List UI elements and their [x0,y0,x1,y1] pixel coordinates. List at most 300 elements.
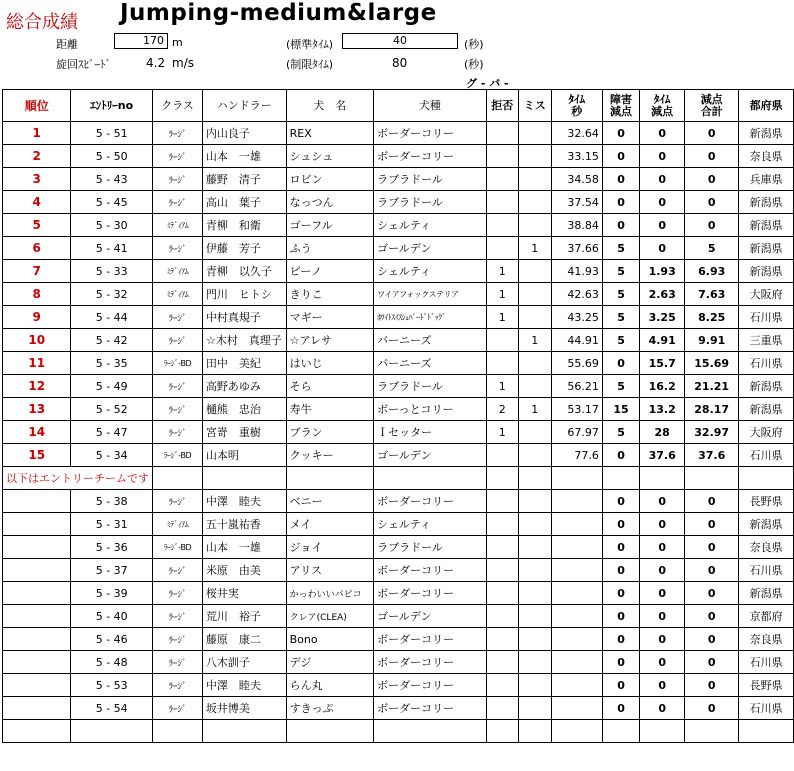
result-row [3,122,794,145]
prefecture-cell: 石川県 [739,352,794,375]
result-row [3,375,794,398]
class-cell: ﾗｰｼﾞ [153,398,203,421]
distance-unit: m [172,36,183,49]
obstacle-penalty-cell: 0 [602,122,639,145]
rank-cell: 14 [3,421,71,444]
time-penalty-cell: 3.25 [640,306,685,329]
time-penalty-cell: 4.91 [640,329,685,352]
time-cell: 38.84 [551,214,602,237]
handler-cell: 中村真規子 [202,306,286,329]
total-penalty-cell: 8.25 [685,306,739,329]
entry-cell: 5 - 48 [71,651,153,674]
dog-cell: REX [286,122,373,145]
empty-cell [71,720,153,743]
rank-cell: 12 [3,375,71,398]
time-cell: 43.25 [551,306,602,329]
entry-cell: 5 - 49 [71,375,153,398]
class-cell: ﾗｰｼﾞ [153,628,203,651]
miss-cell [518,306,551,329]
empty-cell [602,467,639,490]
dog-cell: はいじ [286,352,373,375]
dog-cell: すきっぷ [286,697,373,720]
prefecture-cell: 石川県 [739,559,794,582]
time-penalty-cell: 0 [640,191,685,214]
time-penalty-cell: 0 [640,536,685,559]
time-cell: 67.97 [551,421,602,444]
total-penalty-cell: 0 [685,191,739,214]
distance-label: 距離 [56,38,78,51]
dog-cell: らん丸 [286,674,373,697]
empty-cell [153,467,203,490]
obstacle-penalty-cell: 0 [602,513,639,536]
entry-cell: 5 - 37 [71,559,153,582]
rank-cell: 8 [3,283,71,306]
obstacle-penalty-cell: 0 [602,559,639,582]
empty-cell [518,536,551,559]
rank-cell: 10 [3,329,71,352]
col-obstacle: 障害 減点 [602,90,639,122]
handler-cell: 宮嵜 重樹 [202,421,286,444]
class-cell: ﾗｰｼﾞ [153,145,203,168]
miss-cell [518,375,551,398]
empty-cell [286,720,373,743]
time-penalty-cell: 0 [640,122,685,145]
entry-cell: 5 - 53 [71,674,153,697]
breed-cell: シェルティ [374,214,487,237]
time-penalty-cell: 28 [640,421,685,444]
class-cell: ﾗｰｼﾞ [153,605,203,628]
breed-cell: ボーっとコリー [374,398,487,421]
rank-cell: 11 [3,352,71,375]
event-title: Jumping-medium&large [120,0,437,26]
breed-cell: ﾎﾜｲﾄｽｲｽｼｪﾊﾟｰﾄﾞﾄﾞｯｸﾞ [374,306,487,329]
time-penalty-cell: 13.2 [640,398,685,421]
handler-cell: 坂井博美 [202,697,286,720]
empty-cell [551,513,602,536]
group-label: グ - バ - [466,77,509,90]
time-penalty-cell: 0 [640,490,685,513]
section-title: 総合成績 [6,12,78,33]
prefecture-cell: 石川県 [739,306,794,329]
miss-cell: 1 [518,398,551,421]
obstacle-penalty-cell: 0 [602,444,639,467]
miss-cell [518,145,551,168]
breed-cell: ボーダーコリー [374,628,487,651]
total-penalty-cell: 28.17 [685,398,739,421]
empty-cell [551,536,602,559]
empty-cell [486,720,518,743]
empty-cell [3,697,71,720]
col-time-penalty: ﾀｲﾑ 減点 [640,90,685,122]
total-penalty-cell: 32.97 [685,421,739,444]
breed-cell: シェルティ [374,260,487,283]
refusal-cell [486,191,518,214]
empty-cell [518,513,551,536]
time-penalty-cell: 1.93 [640,260,685,283]
obstacle-penalty-cell: 0 [602,191,639,214]
time-penalty-cell: 37.6 [640,444,685,467]
empty-cell [486,559,518,582]
miss-cell [518,421,551,444]
handler-cell: 門川 ヒトシ [202,283,286,306]
prefecture-cell: 新潟県 [739,260,794,283]
total-penalty-cell: 0 [685,697,739,720]
empty-cell [3,582,71,605]
refusal-cell: 2 [486,398,518,421]
entry-cell: 5 - 42 [71,329,153,352]
time-cell: 53.17 [551,398,602,421]
blank-row [3,720,794,743]
header-row [3,90,794,122]
rank-cell: 3 [3,168,71,191]
result-row [3,352,794,375]
result-row [3,398,794,421]
entry-cell: 5 - 41 [71,237,153,260]
entry-cell: 5 - 39 [71,582,153,605]
empty-cell [486,628,518,651]
miss-cell [518,260,551,283]
empty-cell [486,605,518,628]
time-penalty-cell: 0 [640,214,685,237]
prefecture-cell: 長野県 [739,674,794,697]
obstacle-penalty-cell: 0 [602,214,639,237]
dog-cell: クッキー [286,444,373,467]
class-cell: ﾗｰｼﾞ-BD [153,352,203,375]
col-total: 減点 合計 [685,90,739,122]
refusal-cell: 1 [486,306,518,329]
dog-cell: 寿牛 [286,398,373,421]
refusal-cell [486,122,518,145]
empty-cell [3,513,71,536]
obstacle-penalty-cell: 5 [602,283,639,306]
time-penalty-cell: 0 [640,605,685,628]
empty-cell [3,536,71,559]
dog-cell: そら [286,375,373,398]
handler-cell: 高野あゆみ [202,375,286,398]
prefecture-cell: 奈良県 [739,536,794,559]
total-penalty-cell: 0 [685,559,739,582]
handler-cell: 中澤 睦夫 [202,674,286,697]
miss-cell [518,122,551,145]
empty-cell [518,490,551,513]
entry-row [3,697,794,720]
total-penalty-cell: 21.21 [685,375,739,398]
entry-cell: 5 - 40 [71,605,153,628]
class-cell: ﾐﾃﾞｨｱﾑ [153,214,203,237]
empty-cell [518,697,551,720]
breed-cell: ラブラドール [374,375,487,398]
class-cell: ﾗｰｼﾞ-BD [153,444,203,467]
class-cell: ﾗｰｼﾞ [153,168,203,191]
empty-cell [551,697,602,720]
time-cell: 44.91 [551,329,602,352]
entry-row [3,628,794,651]
breed-cell: ボーダーコリー [374,674,487,697]
miss-cell [518,352,551,375]
breed-cell: ボーダーコリー [374,559,487,582]
miss-cell [518,191,551,214]
entry-row [3,513,794,536]
empty-cell [739,720,794,743]
empty-cell [602,720,639,743]
empty-cell [374,467,487,490]
standard-time-value: 40 [342,33,458,49]
result-row [3,329,794,352]
obstacle-penalty-cell: 5 [602,375,639,398]
empty-cell [551,582,602,605]
entry-row [3,605,794,628]
empty-cell [486,697,518,720]
rank-cell: 5 [3,214,71,237]
col-handler: ハンドラー [202,90,286,122]
standard-time-label: (標準ﾀｲﾑ) [286,38,334,51]
entry-row [3,490,794,513]
result-row [3,214,794,237]
total-penalty-cell: 5 [685,237,739,260]
time-penalty-cell: 0 [640,674,685,697]
breed-cell: Ｉセッター [374,421,487,444]
entry-cell: 5 - 44 [71,306,153,329]
col-class: クラス [153,90,203,122]
prefecture-cell: 石川県 [739,444,794,467]
obstacle-penalty-cell: 0 [602,674,639,697]
result-row [3,237,794,260]
obstacle-penalty-cell: 15 [602,398,639,421]
obstacle-penalty-cell: 0 [602,582,639,605]
breed-cell: ゴールデン [374,237,487,260]
obstacle-penalty-cell: 5 [602,237,639,260]
time-penalty-cell: 16.2 [640,375,685,398]
miss-cell [518,283,551,306]
time-penalty-cell: 0 [640,697,685,720]
obstacle-penalty-cell: 0 [602,628,639,651]
results-table [2,89,794,743]
handler-cell: 山本明 [202,444,286,467]
total-penalty-cell: 0 [685,651,739,674]
handler-cell: 青柳 以久子 [202,260,286,283]
prefecture-cell: 新潟県 [739,375,794,398]
empty-cell [640,720,685,743]
time-cell: 37.66 [551,237,602,260]
entry-cell: 5 - 38 [71,490,153,513]
dog-cell: クレア(CLEA) [286,605,373,628]
rank-cell: 15 [3,444,71,467]
empty-cell [551,605,602,628]
empty-cell [486,582,518,605]
refusal-cell [486,214,518,237]
class-cell: ﾗｰｼﾞ [153,582,203,605]
miss-cell [518,168,551,191]
empty-cell [739,467,794,490]
empty-cell [518,720,551,743]
entry-cell: 5 - 45 [71,191,153,214]
handler-cell: ☆木村 真理子 [202,329,286,352]
time-penalty-cell: 15.7 [640,352,685,375]
entry-cell: 5 - 54 [71,697,153,720]
time-cell: 32.64 [551,122,602,145]
breed-cell: ボーダーコリー [374,122,487,145]
prefecture-cell: 新潟県 [739,513,794,536]
result-row [3,283,794,306]
refusal-cell: 1 [486,260,518,283]
handler-cell: 内山良子 [202,122,286,145]
handler-cell: 藤野 清子 [202,168,286,191]
dog-cell: ゴーフル [286,214,373,237]
speed-value: 4.2 [146,56,166,70]
empty-cell [486,513,518,536]
col-miss: ミス [518,90,551,122]
obstacle-penalty-cell: 5 [602,421,639,444]
total-penalty-cell: 7.63 [685,283,739,306]
entry-cell: 5 - 52 [71,398,153,421]
empty-cell [153,720,203,743]
empty-cell [551,467,602,490]
breed-cell: ボーダーコリー [374,651,487,674]
entry-cell: 5 - 34 [71,444,153,467]
time-cell: 77.6 [551,444,602,467]
dog-cell: デジ [286,651,373,674]
handler-cell: 樋熊 忠治 [202,398,286,421]
refusal-cell [486,329,518,352]
refusal-cell [486,168,518,191]
entry-cell: 5 - 46 [71,628,153,651]
obstacle-penalty-cell: 5 [602,260,639,283]
entry-cell: 5 - 33 [71,260,153,283]
obstacle-penalty-cell: 0 [602,536,639,559]
total-penalty-cell: 0 [685,536,739,559]
miss-cell: 1 [518,237,551,260]
refusal-cell: 1 [486,375,518,398]
empty-cell [518,628,551,651]
class-cell: ﾗｰｼﾞ [153,674,203,697]
result-row [3,421,794,444]
result-row [3,260,794,283]
breed-cell: バーニーズ [374,329,487,352]
total-penalty-cell: 0 [685,122,739,145]
entry-note: 以下はエントリーチームです [3,467,153,490]
rank-cell: 9 [3,306,71,329]
class-cell: ﾗｰｼﾞ [153,375,203,398]
obstacle-penalty-cell: 0 [602,352,639,375]
handler-cell: 高山 葉子 [202,191,286,214]
class-cell: ﾐﾃﾞｨｱﾑ [153,260,203,283]
refusal-cell [486,444,518,467]
refusal-cell: 1 [486,283,518,306]
dog-cell: きりこ [286,283,373,306]
empty-cell [486,674,518,697]
obstacle-penalty-cell: 0 [602,490,639,513]
result-row [3,191,794,214]
time-penalty-cell: 0 [640,237,685,260]
dog-cell: なっつん [286,191,373,214]
col-dog: 犬 名 [286,90,373,122]
class-cell: ﾗｰｼﾞ [153,329,203,352]
prefecture-cell: 兵庫県 [739,168,794,191]
dog-cell: ☆アレサ [286,329,373,352]
empty-cell [640,467,685,490]
empty-cell [374,720,487,743]
empty-cell [3,559,71,582]
empty-cell [551,674,602,697]
empty-cell [486,536,518,559]
empty-cell [202,720,286,743]
obstacle-penalty-cell: 5 [602,306,639,329]
time-cell: 42.63 [551,283,602,306]
total-penalty-cell: 0 [685,214,739,237]
prefecture-cell: 奈良県 [739,145,794,168]
prefecture-cell: 新潟県 [739,582,794,605]
speed-unit: m/s [172,56,194,70]
rank-cell: 1 [3,122,71,145]
empty-cell [3,674,71,697]
empty-cell [685,720,739,743]
total-penalty-cell: 0 [685,628,739,651]
empty-cell [518,582,551,605]
rank-cell: 7 [3,260,71,283]
dog-cell: Bono [286,628,373,651]
breed-cell: ボーダーコリー [374,490,487,513]
rank-cell: 2 [3,145,71,168]
class-cell: ﾐﾃﾞｨｱﾑ [153,283,203,306]
empty-cell [685,467,739,490]
entry-cell: 5 - 47 [71,421,153,444]
prefecture-cell: 石川県 [739,697,794,720]
entry-row [3,651,794,674]
handler-cell: 桜井実 [202,582,286,605]
limit-time-value: 80 [392,56,408,70]
handler-cell: 山本 一雄 [202,145,286,168]
class-cell: ﾗｰｼﾞ [153,559,203,582]
time-cell: 56.21 [551,375,602,398]
prefecture-cell: 新潟県 [739,214,794,237]
col-entry: ｴﾝﾄﾘｰno [71,90,153,122]
rank-cell: 6 [3,237,71,260]
class-cell: ﾗｰｼﾞ [153,237,203,260]
breed-cell: バーニーズ [374,352,487,375]
prefecture-cell: 大阪府 [739,421,794,444]
dog-cell: ベニー [286,490,373,513]
prefecture-cell: 石川県 [739,651,794,674]
empty-cell [3,651,71,674]
empty-cell [486,651,518,674]
empty-cell [518,605,551,628]
time-penalty-cell: 2.63 [640,283,685,306]
total-penalty-cell: 0 [685,513,739,536]
breed-cell: ラブラドール [374,191,487,214]
time-penalty-cell: 0 [640,513,685,536]
miss-cell [518,214,551,237]
entry-cell: 5 - 43 [71,168,153,191]
entry-row [3,559,794,582]
dog-cell: シュシュ [286,145,373,168]
result-row [3,145,794,168]
refusal-cell [486,145,518,168]
breed-cell: ボーダーコリー [374,697,487,720]
empty-cell [518,674,551,697]
handler-cell: 五十嵐祐香 [202,513,286,536]
result-row [3,444,794,467]
refusal-cell [486,352,518,375]
empty-cell [486,467,518,490]
rank-cell: 13 [3,398,71,421]
refusal-cell: 1 [486,421,518,444]
total-penalty-cell: 6.93 [685,260,739,283]
time-cell: 37.54 [551,191,602,214]
empty-cell [551,720,602,743]
entry-cell: 5 - 50 [71,145,153,168]
prefecture-cell: 三重県 [739,329,794,352]
dog-cell: ロビン [286,168,373,191]
